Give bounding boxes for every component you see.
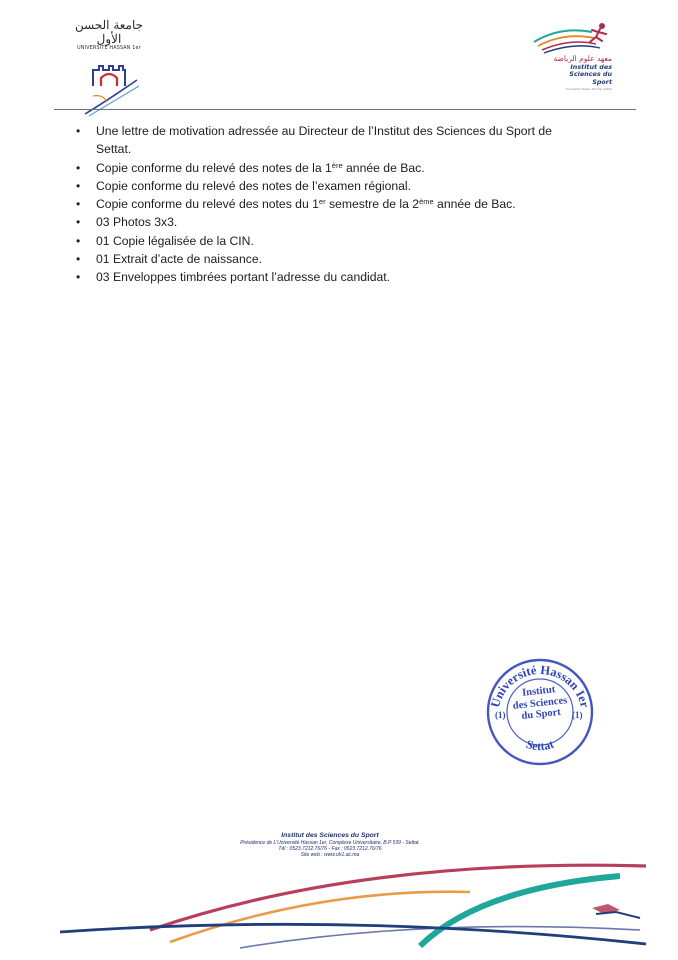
logo-arabic-name: جامعة الحسن الأول [74, 18, 144, 46]
institut-sciences-sport-logo [524, 20, 614, 102]
stamp-center-line: des Sciences [512, 694, 568, 712]
ordinal-suffix: ère [331, 160, 343, 170]
bullet-marker: • [76, 252, 81, 267]
stamp-center-line: Institut [521, 684, 556, 699]
stamp-side-mark-left: (1) [495, 710, 506, 720]
stamp-center-line: du Sport [521, 706, 562, 722]
document-item [64, 177, 584, 195]
document-text: 03 Photos 3x3. [96, 215, 178, 230]
stamp-ring-bottom: Settat [524, 736, 556, 754]
document-text: Une lettre de motivation adressée au Directeur de l’Institut des Sciences du Sport de Settat. [96, 124, 552, 157]
required-documents-list [64, 122, 584, 287]
bullet-marker: • [76, 197, 81, 212]
logo-french-name: UNIVERSITÉ HASSAN 1er [77, 46, 141, 51]
bullet-marker: • [76, 270, 81, 285]
footer-website: Site web : www.uh1.ac.ma [300, 852, 360, 858]
svg-text:Settat [524, 737, 555, 753]
document-text: 03 Enveloppes timbrées portant l’adresse du candidat. [96, 270, 391, 285]
ordinal-suffix: er [318, 197, 326, 207]
logo-arabic-name: معهد علوم الرياضة [553, 54, 612, 63]
ordinal-suffix: ème [419, 197, 434, 207]
document-item [64, 159, 584, 177]
logo-tagline: Université Hassan Premier Settat [565, 87, 612, 91]
official-stamp [484, 656, 596, 768]
footer-swoosh-decoration [0, 848, 678, 960]
document-text: semestre de la 2 [325, 197, 420, 212]
footer-address: Présidence de L’Université Hassan 1er, Complexe Universitaire, B.P 539 - Settat. [240, 840, 420, 846]
document-item [64, 122, 584, 159]
document-text: année de Bac. [433, 197, 516, 212]
logo-french-name: Institut des Sciences du Sport [569, 63, 612, 86]
footer-phone: Tél : 0523.7212.76/76 - Fax : 0523.7212.76/76 [278, 846, 382, 852]
document-item [64, 250, 584, 268]
document-item [64, 213, 584, 231]
bullet-marker: • [76, 124, 81, 138]
bullet-marker: • [76, 233, 81, 248]
bullet-marker: • [76, 178, 81, 193]
document-text: Copie conforme du relevé des notes du 1 [96, 197, 319, 212]
footer-title: Institut des Sciences du Sport [281, 832, 379, 839]
runner-mini-icon [592, 904, 640, 918]
document-text: Copie conforme du relevé des notes de la 1 [96, 160, 332, 175]
document-text: 01 Copie légalisée de la CIN. [96, 233, 254, 248]
runner-logo-icon [530, 20, 614, 54]
document-text: Copie conforme du relevé des notes de l’examen régional. [96, 178, 412, 193]
document-item [64, 268, 584, 286]
document-text: année de Bac. [342, 160, 425, 175]
document-item [64, 195, 584, 213]
document-item [64, 232, 584, 250]
universite-hassan-logo [64, 18, 154, 108]
stamp-side-mark-right: (1) [572, 710, 583, 720]
bullet-marker: • [76, 215, 81, 230]
stamp-ring-top: Université Hassan Ier [487, 662, 593, 710]
bullet-marker: • [76, 160, 81, 175]
document-text: 01 Extrait d’acte de naissance. [96, 252, 262, 267]
header-divider [54, 109, 636, 110]
